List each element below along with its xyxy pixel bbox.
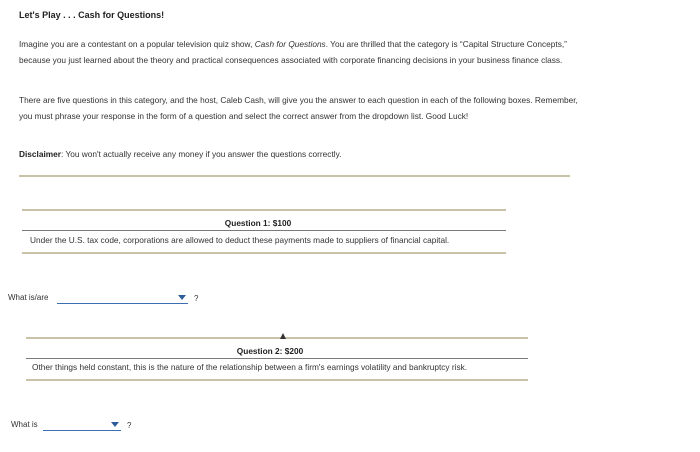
q1-dropdown-caret-icon[interactable]: [178, 295, 186, 300]
disclaimer-label: Disclaimer: [19, 149, 61, 159]
q2-text: Other things held constant, this is the nature of the relationship between a firm's earnings volatility and bankruptcy risk.: [32, 362, 468, 372]
intro-text-1a: Imagine you are a contestant on a popular television quiz show,: [19, 39, 255, 49]
disclaimer-text: : You won't actually receive any money if you answer the questions correctly.: [60, 149, 342, 159]
q2-heading-rule: [26, 358, 528, 359]
q2-bottom-rule: [26, 379, 528, 381]
disclaimer: [19, 149, 341, 159]
q2-answer-dropdown[interactable]: [43, 419, 121, 431]
q1-answer-dropdown[interactable]: [57, 292, 188, 304]
q1-heading: Question 1: $100: [224, 218, 292, 228]
q1-suffix: ?: [194, 294, 199, 303]
q1-bottom-rule: [22, 252, 506, 254]
q2-top-rule: [26, 337, 528, 339]
q2-dropdown-caret-icon[interactable]: [111, 422, 119, 427]
mouse-cursor-icon: [280, 333, 286, 339]
intro-text-1b: . You are thrilled that the category is “Capital Structure Concepts,” because you just learned about the theory and practical consequences associated with corporate financing decisions in your business finance class.: [19, 39, 567, 65]
intro-paragraph-1: [19, 36, 579, 68]
q1-text: Under the U.S. tax code, corporations are allowed to deduct these payments made to suppliers of financial capital.: [30, 235, 450, 245]
intro-paragraph-2: There are five questions in this category, and the host, Caleb Cash, will give you the answer to each question in each of the following boxes. Remember, you must phrase your response in the form of a question and select the correct answer from the dropdown list. Good Luck!: [19, 95, 578, 121]
section-divider: [19, 175, 570, 177]
q1-top-rule: [22, 209, 506, 211]
q1-heading-rule: [22, 230, 506, 231]
q2-prompt: What is: [11, 420, 38, 429]
q2-suffix: ?: [127, 421, 132, 430]
q2-heading: Question 2: $200: [236, 346, 304, 356]
show-name: Cash for Questions: [254, 39, 326, 49]
page-title: Let's Play . . . Cash for Questions!: [19, 10, 165, 20]
q1-prompt: What is/are: [8, 293, 49, 302]
